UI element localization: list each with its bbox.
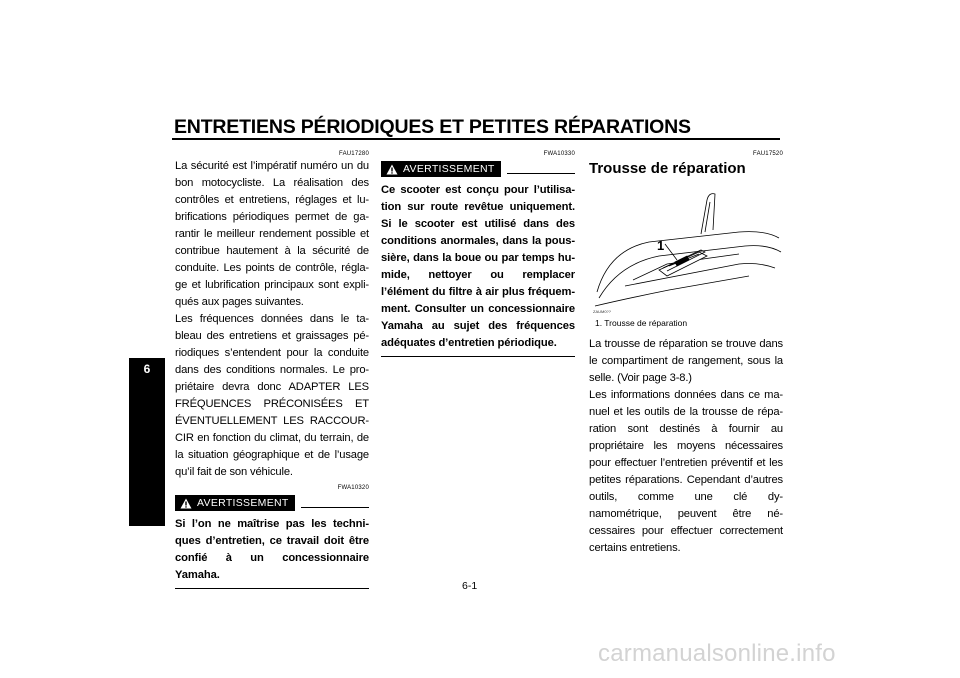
column-1 xyxy=(175,150,369,589)
warning-triangle-icon xyxy=(386,164,398,175)
warning-label: AVERTISSEMENT xyxy=(197,497,289,509)
watermark: carmanualsonline.info xyxy=(598,640,836,667)
intro-paragraph-1: La sécurité est l’impératif numéro un du bon motocycliste. La réalisation des contrôles et entretiens, réglages et lu-brifications périodiques permet de ga-rantir le meilleur rendement possible et contribue hautement à la sécurité de conduite. Les points de contrôle, régla-ge et lubrification principaux sont expli-qués aux pages suivantes. xyxy=(175,160,369,308)
warning-rule xyxy=(301,507,369,508)
section-code: FAU17520 xyxy=(753,151,783,157)
warning-code: FWA10320 xyxy=(337,485,369,491)
warning-text: Ce scooter est conçu pour l’utilisa-tion sur route revêtue uniquement. Si le scooter est utilisé dans des conditions anormales, dans la pous-sière, dans la boue ou par temps hu-mide, nettoyer ou remplacer l’élément du filtre à air plus fréquem-ment. Consulter un concessionnaire Yamaha au sujet des fréquences adéquates d’entretien périodique. xyxy=(381,184,575,349)
toolkit-paragraph-1: La trousse de réparation se trouve dans le compartiment de rangement, sous la selle. (Voir page 3-8.) xyxy=(589,338,783,384)
figure-code: ZAUM0?? xyxy=(593,309,612,314)
warning-badge xyxy=(381,161,501,177)
toolkit-text xyxy=(589,336,783,557)
page-number: 6-1 xyxy=(462,580,478,592)
warning-header xyxy=(381,160,575,178)
warning-text: Si l’on ne maîtrise pas les techni-ques d’entretien, ce travail doit être confié à un concessionnaire Yamaha. xyxy=(175,518,369,581)
toolkit-illustration xyxy=(589,180,783,316)
chapter-tab: 6 xyxy=(129,358,165,526)
section-code: FAU17280 xyxy=(339,151,369,157)
column-2 xyxy=(381,150,575,357)
title-rule xyxy=(172,138,780,140)
intro-text xyxy=(175,158,369,481)
warning-triangle-icon xyxy=(180,498,192,509)
intro-paragraph-2: Les fréquences données dans le ta-bleau des entretiens et graissages pé-riodiques s’entendent pour la conduite dans des conditions normales. Le pro-priétaire devra donc ADAPTER LES FRÉQUENCES PRÉCONISÉES ET ÉVENTUELLEMENT LES RACCOUR-CIR en fonction du climat, du terrain, de la situation géographique et de l’usage qu’il fait de son véhicule. xyxy=(175,313,369,478)
warning-label: AVERTISSEMENT xyxy=(403,163,495,175)
warning-badge xyxy=(175,495,295,511)
toolkit-figure xyxy=(589,180,783,316)
column-3 xyxy=(589,150,783,557)
section-title: Trousse de réparation xyxy=(589,160,746,177)
figure-caption: 1. Trousse de réparation xyxy=(595,318,688,328)
warning-code: FWA10330 xyxy=(543,151,575,157)
figure-callout: 1 xyxy=(657,238,665,253)
warning-header xyxy=(175,494,369,512)
toolkit-paragraph-2: Les informations données dans ce ma-nuel et les outils de la trousse de répa-ration sont destinés à fournir au propriétaire les moyens nécessaires pour effectuer l’entretien préventif et les petites réparations. Cependant d’autres outils, comme une clé dy-namométrique, peuvent être né-cessaires pour effectuer correctement certains entretiens. xyxy=(589,389,783,554)
warning-rule xyxy=(507,173,575,174)
warning-end-rule xyxy=(175,588,369,589)
warning-end-rule xyxy=(381,356,575,357)
page-title: ENTRETIENS PÉRIODIQUES ET PETITES RÉPARATIONS xyxy=(174,116,691,138)
